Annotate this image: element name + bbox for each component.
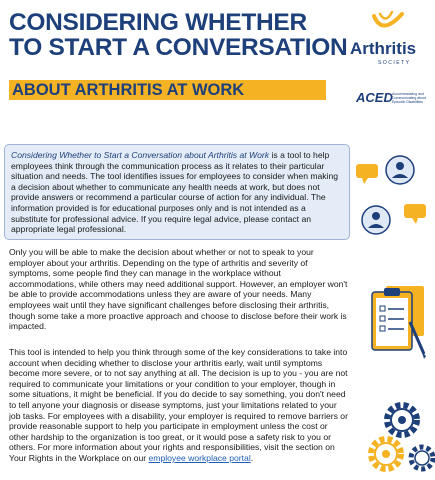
- conversation-graphic: [354, 148, 432, 248]
- gears-graphic: [360, 396, 435, 480]
- title-band-text: ABOUT ARTHRITIS AT WORK: [12, 81, 245, 99]
- title-band: [9, 80, 326, 100]
- page-title: [9, 9, 348, 61]
- clipboard-graphic: [366, 282, 428, 360]
- title-line-1: CONSIDERING WHETHER: [9, 9, 307, 36]
- clipboard-checklist-icon: [366, 282, 428, 360]
- arthritis-logo-sub: SOCIETY: [378, 60, 411, 66]
- intro-text: is a tool to help employees think through the communication process as it relates to their particular situation and needs. The tool identifies issues for employees to consider when making a decision about whether to communicate any health needs at work, but does not provide answers or recommend a particular course of action for any individual. The information provided is for educational purposes only and is not intended as a substitute for professional advice. If you require legal advice, please contact an appropriate legal professional.: [11, 150, 339, 235]
- gears-icon: [360, 396, 435, 480]
- title-line-2: TO START A CONVERSATION: [9, 34, 348, 61]
- body-paragraph-1: Only you will be able to make the decision about whether or not to speak to your employer about your arthritis. Depending on the type of arthritis and severity of symptoms, some people find they can manage in the workplace without accommodations, while others may need additional support. However, an employer won't be able to provide accommodations unless they are aware of your needs. Many employees wait until they have significant challenges before disclosing their arthritis, though some take a more proactive approach and choose to disclose before their work is impacted.: [9, 247, 348, 332]
- arthritis-logo-word: Arthritis: [350, 39, 417, 58]
- two-people-speech-icon: [354, 148, 432, 248]
- aced-logo-tagline: Accommodating and Communicating about Episodic Disabilities: [392, 92, 427, 105]
- intro-title: Considering Whether to Start a Conversation about Arthritis at Work: [11, 150, 270, 160]
- intro-box: [4, 144, 350, 240]
- intro-paragraph: [11, 150, 343, 235]
- body-paragraph-2-text: This tool is intended to help you think through some of the key considerations to take into account when deciding whether to disclose your arthritis early, wait until symptoms become more severe, or to not say anything at all. The decision is up to you - you are not required to communicate your limitations or your condition to your employer, though in some situations, it might be beneficial. If you do decide to say something, you don't need to tell anyone your diagnosis or disease symptoms, just your limitations related to your job tasks. For employees with a disability, your employer is required to remove barriers or provide reasonable support to help you participate in employment unless the cost or other hardship to the organization is too great, or it would pose a safety risk to you or others. For more information about your rights and responsibilities, visit the section on Your Rights in the Workplace on our: [9, 347, 348, 463]
- arthritis-logo-icon: [370, 10, 406, 42]
- body-paragraph-2-end: .: [250, 452, 254, 463]
- aced-logo-mark: ACED: [356, 90, 393, 105]
- arthritis-society-logo: [348, 10, 428, 68]
- body-paragraph-2: [9, 347, 349, 464]
- aced-logo: [356, 88, 430, 110]
- employee-workplace-portal-link[interactable]: employee workplace portal: [148, 452, 251, 463]
